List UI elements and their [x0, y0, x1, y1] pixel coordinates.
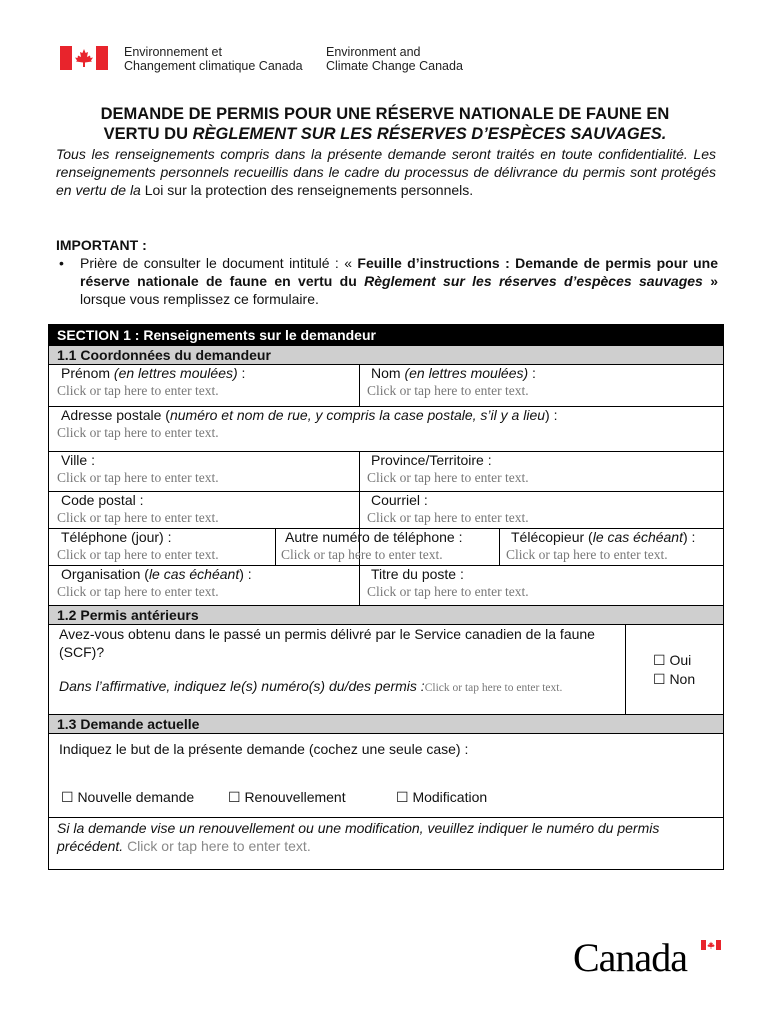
titre-poste-cell	[359, 566, 725, 600]
canada-flag-icon	[60, 46, 108, 70]
important-text-a: Prière de consulter le document intitulé : «	[80, 255, 358, 271]
dept-en-line2: Climate Change Canada	[326, 59, 463, 73]
telephone-field[interactable]: Click or tap here to enter text.	[57, 547, 219, 562]
organisation-field[interactable]: Click or tap here to enter text.	[57, 584, 219, 599]
affirmative-line	[49, 677, 619, 697]
ville-label: Ville :	[61, 452, 95, 468]
nom-field[interactable]: Click or tap here to enter text.	[367, 383, 529, 398]
organisation-label-c: ) :	[239, 566, 252, 582]
adresse-label-b: numéro et nom de rue, y compris la case postale, s’il y a lieu	[169, 407, 546, 423]
prenom-field[interactable]: Click or tap here to enter text.	[57, 383, 219, 398]
permis-anterieur-cell	[49, 625, 619, 697]
important-text-e: lorsque vous remplissez ce formulaire.	[80, 291, 319, 307]
prenom-label-a: Prénom	[61, 365, 114, 381]
section1-heading: SECTION 1 : Renseignements sur le demandeur	[49, 325, 723, 345]
adresse-label	[49, 407, 725, 424]
telecopieur-label	[499, 529, 725, 546]
courriel-field[interactable]: Click or tap here to enter text.	[367, 510, 529, 525]
canada-wordmark: Canada	[573, 935, 687, 980]
telephone-label: Téléphone (jour) :	[61, 529, 172, 545]
adresse-cell	[49, 407, 725, 441]
privacy-statement	[56, 145, 716, 199]
titre-poste-field[interactable]: Click or tap here to enter text.	[367, 584, 529, 599]
telephone-cell	[49, 529, 275, 563]
modification-checkbox[interactable]: ☐ Modification	[396, 789, 488, 805]
renouvellement-note-text: Si la demande vise un renouvellement ou une modification, veuillez indiquer le numéro du permis précédent.	[57, 820, 660, 854]
canada-wordmark-flag-icon	[701, 940, 721, 950]
title-line2-italic: RÈGLEMENT SUR LES RÉSERVES D’ESPÈCES SAUVAGES.	[192, 125, 667, 143]
telecopieur-cell	[499, 529, 725, 563]
subsection-1-3-heading: 1.3 Demande actuelle	[49, 714, 723, 734]
code-postal-label: Code postal :	[61, 492, 144, 508]
privacy-regular-text: Loi sur la protection des renseignements personnels.	[140, 182, 474, 198]
autre-telephone-cell	[275, 529, 499, 563]
important-heading: IMPORTANT :	[56, 237, 147, 253]
nom-label	[359, 365, 725, 382]
section1-form	[48, 324, 724, 870]
autre-telephone-label: Autre numéro de téléphone :	[285, 529, 463, 545]
dept-fr-line1: Environnement et	[124, 45, 222, 59]
dept-en-line1: Environment and	[326, 45, 421, 59]
organisation-label-a: Organisation (	[61, 566, 149, 582]
subsection-1-1-heading: 1.1 Coordonnées du demandeur	[49, 345, 723, 365]
divider	[49, 817, 723, 818]
divider	[625, 624, 626, 714]
nom-cell	[359, 365, 725, 399]
ville-field[interactable]: Click or tap here to enter text.	[57, 470, 219, 485]
adresse-label-c: ) :	[545, 407, 558, 423]
affirmative-label: Dans l’affirmative, indiquez le(s) numéro(s) du/des permis :	[59, 678, 425, 694]
autre-telephone-field[interactable]: Click or tap here to enter text.	[281, 547, 443, 562]
department-name-fr	[124, 45, 303, 73]
telecopieur-label-b: le cas échéant	[592, 529, 683, 545]
titre-poste-label: Titre du poste :	[371, 566, 464, 582]
organisation-label	[49, 566, 359, 583]
title-line1: DEMANDE DE PERMIS POUR UNE RÉSERVE NATIONALE DE FAUNE EN	[100, 105, 670, 123]
permis-numero-field[interactable]: Click or tap here to enter text.	[424, 682, 563, 694]
province-cell	[359, 452, 725, 486]
department-name-en	[326, 45, 463, 73]
oui-checkbox[interactable]: ☐ Oui	[653, 652, 692, 668]
important-bullet	[56, 254, 718, 308]
ville-cell	[49, 452, 359, 486]
organisation-cell	[49, 566, 359, 600]
but-label: Indiquez le but de la présente demande (cochez une seule case) :	[59, 741, 469, 757]
adresse-label-a: Adresse postale (	[61, 407, 170, 423]
adresse-field[interactable]: Click or tap here to enter text.	[57, 425, 219, 440]
dept-fr-line2: Changement climatique Canada	[124, 59, 303, 73]
province-field[interactable]: Click or tap here to enter text.	[367, 470, 529, 485]
telecopieur-label-a: Télécopieur (	[511, 529, 593, 545]
important-text-b: Feuille d’instructions : Demande de permis pour une réserve nationale de faune en vertu du	[80, 255, 718, 289]
renouvellement-checkbox[interactable]: ☐ Renouvellement	[228, 789, 346, 805]
organisation-label-b: le cas échéant	[148, 566, 240, 582]
privacy-italic-text: Tous les renseignements compris dans la présente demande seront traités en toute confidentialité. Les renseignements personnels recueillis dans le cadre du processus de délivrance du permis sont protégés en vertu de la	[56, 146, 716, 198]
important-text-c: Règlement sur les réserves d’espèces sauvages	[364, 273, 703, 289]
province-label: Province/Territoire :	[371, 452, 492, 468]
prenom-cell	[49, 365, 359, 399]
telecopieur-field[interactable]: Click or tap here to enter text.	[506, 547, 668, 562]
permis-question: Avez-vous obtenu dans le passé un permis délivré par le Service canadien de la faune (SCF)?	[59, 626, 595, 660]
important-text-d: »	[702, 273, 718, 289]
courriel-label: Courriel :	[371, 492, 428, 508]
important-notice	[56, 236, 718, 308]
code-postal-field[interactable]: Click or tap here to enter text.	[57, 510, 219, 525]
permis-precedent-field[interactable]: Click or tap here to enter text.	[127, 838, 311, 854]
nom-label-b: (en lettres moulées)	[404, 365, 529, 381]
nom-label-c: :	[528, 365, 536, 381]
form-title	[40, 104, 730, 144]
courriel-cell	[359, 492, 725, 526]
code-postal-cell	[49, 492, 359, 526]
title-line2	[40, 124, 730, 144]
prenom-label-c: :	[237, 365, 246, 381]
title-line2-prefix: VERTU DU	[103, 125, 193, 143]
prenom-label-b: (en lettres moulées)	[113, 365, 238, 381]
nouvelle-demande-checkbox[interactable]: ☐ Nouvelle demande	[61, 789, 195, 805]
telecopieur-label-c: ) :	[683, 529, 696, 545]
non-checkbox[interactable]: ☐ Non	[653, 671, 696, 687]
renouvellement-note	[57, 819, 717, 855]
nom-label-a: Nom	[371, 365, 405, 381]
subsection-1-2-heading: 1.2 Permis antérieurs	[49, 605, 723, 625]
prenom-label	[49, 365, 359, 382]
